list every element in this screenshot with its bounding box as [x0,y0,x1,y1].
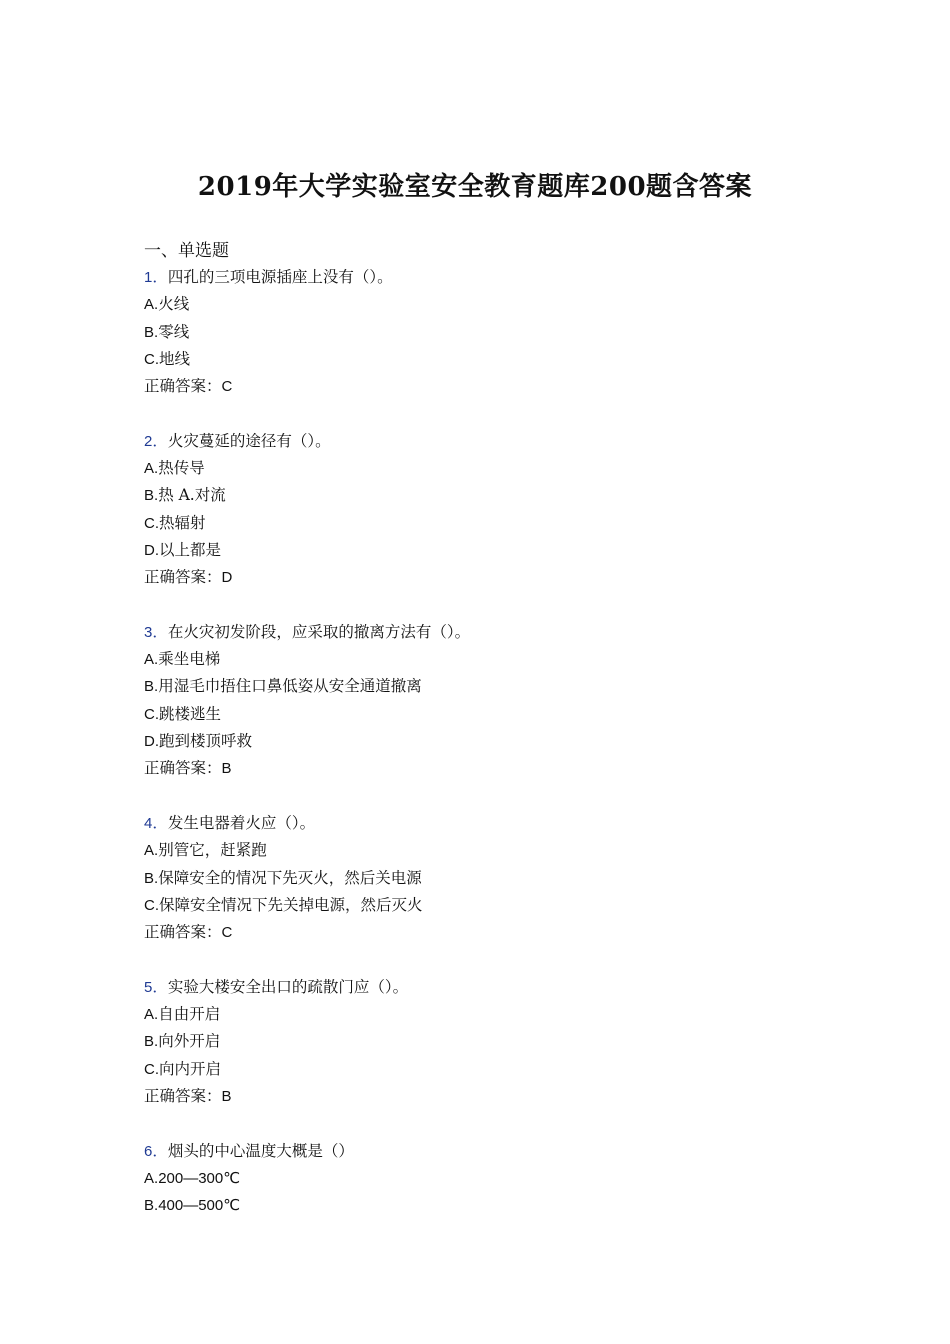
option-text: 地线 [159,349,191,368]
option-text: 零线 [158,322,190,341]
option-letter: C. [144,1060,159,1078]
option-text: 保障安全情况下先关掉电源，然后灭火 [159,895,423,914]
question-number-dot: ． [152,431,168,450]
answer-value: B [221,760,232,778]
question-text: 四孔的三项电源插座上没有（）。 [167,268,393,286]
answer-label: 正确答案： [144,759,222,778]
option-line [144,837,824,864]
option-line [144,537,824,564]
option-text: 自由开启 [158,1005,221,1024]
option-text: 乘坐电梯 [158,650,221,669]
option-line [144,865,824,892]
option-text: 跑到楼顶呼救 [159,732,253,751]
question-number: 2 [144,432,153,450]
option-letter: B. [144,678,159,696]
question-number-dot: ． [152,977,168,996]
question-line [144,974,824,1001]
question-text: 火灾蔓延的途径有（）。 [167,431,331,450]
option-letter: B. [144,487,159,505]
option-letter: D. [144,733,159,751]
answer-line [144,373,824,400]
answer-label: 正确答案： [144,377,222,396]
option-line [144,1001,824,1028]
option-letter: B. [144,323,159,341]
option-letter: A. [144,460,159,478]
answer-label: 正确答案： [144,923,222,942]
answer-line [144,919,824,946]
spacer [144,592,824,619]
option-line [144,1192,824,1219]
answer-line [144,755,824,782]
document-title: 2019年大学实验室安全教育题库200题含答案 [197,172,753,202]
question-text: 发生电器着火应（）。 [167,813,316,832]
answer-label: 正确答案： [144,1086,222,1105]
option-line [144,455,824,482]
question-number-dot: ． [152,622,168,641]
option-letter: B. [144,1033,159,1051]
option-line [144,1028,824,1055]
question-block [144,1138,824,1220]
option-line [144,646,824,673]
option-text: 热传导 [158,459,205,478]
option-letter: B. [144,1197,159,1215]
option-text: 用湿毛巾捂住口鼻低姿从安全通道撤离 [158,677,422,696]
spacer [144,1110,824,1137]
option-letter: A. [144,1169,159,1187]
question-number: 5 [144,978,153,996]
option-letter: C. [144,514,159,532]
question-number-dot: ． [152,1141,168,1160]
option-letter: D. [144,541,159,559]
option-text: 火线 [158,295,190,314]
option-line [144,291,824,318]
option-letter: C. [144,896,159,914]
question-number: 1 [144,269,153,286]
answer-value: B [221,1087,232,1105]
document-body [144,238,824,1219]
option-line [144,319,824,346]
option-line [144,482,824,509]
option-line [144,701,824,728]
question-text: 烟头的中心温度大概是（） [167,1141,354,1160]
answer-value: D [221,569,233,587]
question-line [144,619,824,646]
answer-line [144,1083,824,1110]
spacer [144,783,824,810]
question-number-dot: ． [152,813,168,832]
option-line [144,510,824,537]
option-letter: C. [144,705,159,723]
spacer [144,946,824,973]
answer-value: C [221,378,233,396]
option-text: 向外开启 [158,1032,221,1051]
question-block [144,810,824,974]
option-text: 保障安全的情况下先灭火，然后关电源 [158,868,422,887]
option-letter: A. [144,651,159,669]
question-line [144,428,824,455]
question-number: 4 [144,814,153,832]
answer-line [144,564,824,591]
spacer [144,400,824,427]
option-text: 热 A.对流 [158,486,226,505]
option-line [144,673,824,700]
option-text: 别管它，赶紧跑 [158,841,267,860]
option-letter: C. [144,350,159,368]
answer-label: 正确答案： [144,568,222,587]
question-block [144,428,824,619]
question-block [144,974,824,1138]
option-text: 200—300℃ [158,1169,241,1187]
question-number: 6 [144,1142,153,1160]
section-heading: 一、单选题 [144,241,229,261]
answer-value: C [221,924,233,942]
option-line [144,728,824,755]
question-number-dot: ． [152,268,168,286]
option-letter: A. [144,296,159,314]
question-line [144,810,824,837]
option-letter: A. [144,842,159,860]
question-number: 3 [144,623,153,641]
question-line [144,1138,824,1165]
option-letter: B. [144,869,159,887]
option-text: 跳楼逃生 [159,704,222,723]
option-line [144,1056,824,1083]
question-block [144,619,824,810]
option-text: 400—500℃ [158,1197,241,1215]
option-line [144,1165,824,1192]
option-text: 以上都是 [159,540,222,559]
question-text: 在火灾初发阶段，应采取的撤离方法有（）。 [167,622,471,641]
option-letter: A. [144,1006,159,1024]
question-text: 实验大楼安全出口的疏散门应（）。 [167,977,409,996]
option-line [144,892,824,919]
question-block [144,264,824,428]
option-text: 向内开启 [159,1059,222,1078]
option-line [144,346,824,373]
option-text: 热辐射 [159,513,206,532]
question-line [144,264,824,291]
